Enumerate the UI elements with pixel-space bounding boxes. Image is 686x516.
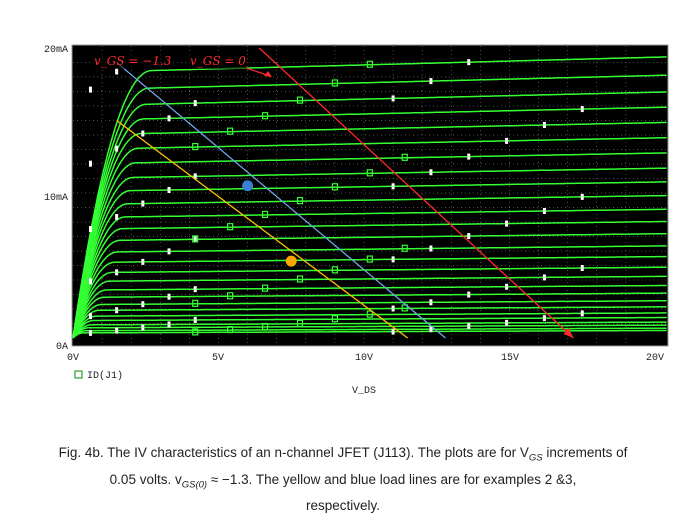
curve-marker: [89, 226, 92, 232]
curve-marker: [505, 138, 508, 144]
curve-marker: [168, 248, 171, 254]
curve-marker: [89, 87, 92, 93]
curve-marker: [115, 307, 118, 313]
curve-marker: [392, 256, 395, 262]
curve-marker: [115, 269, 118, 275]
curve-marker: [543, 315, 546, 321]
caption-subscript: GS: [528, 452, 543, 464]
legend-label: ID(J1): [87, 371, 124, 382]
curve-marker: [194, 100, 197, 106]
curve-marker: [429, 169, 432, 175]
curve-marker: [392, 183, 395, 189]
caption-text: increments of: [542, 445, 628, 460]
caption-line-1: [20, 442, 666, 469]
curve-marker: [505, 221, 508, 227]
curve-marker: [467, 233, 470, 239]
y-tick-label: 10mA: [43, 193, 68, 204]
curve-marker: [89, 330, 92, 336]
curve-marker: [115, 328, 118, 334]
caption-text: Fig. 4b. The IV characteristics of an n-channel JFET (J113). The plots are for V: [58, 445, 529, 460]
curve-marker: [115, 68, 118, 74]
curve-marker: [115, 146, 118, 152]
curve-marker: [581, 265, 584, 271]
x-tick-label: 20V: [645, 353, 665, 364]
curve-marker: [581, 194, 584, 200]
x-axis-label: V_DS: [351, 386, 377, 397]
curve-marker: [543, 122, 546, 128]
x-tick-label: 5V: [211, 353, 225, 364]
curve-marker: [543, 208, 546, 214]
curve-marker: [141, 131, 144, 137]
curve-marker: [141, 259, 144, 265]
operating-point: [286, 256, 297, 267]
caption-line-2: [20, 469, 666, 496]
caption-line-3: respectively.: [305, 498, 381, 514]
curve-marker: [168, 115, 171, 121]
annotation-vgs-zero: v_GS = 0: [190, 54, 246, 68]
curve-marker: [141, 325, 144, 331]
curve-marker: [543, 274, 546, 280]
curve-marker: [89, 278, 92, 284]
curve-marker: [581, 106, 584, 112]
curve-marker: [429, 78, 432, 84]
caption-text: ≈ −1.3. The yellow and blue load lines are for examples 2 &3,: [207, 471, 577, 487]
curve-marker: [168, 321, 171, 327]
curve-marker: [89, 313, 92, 319]
curve-marker: [429, 299, 432, 305]
y-tick-label: 20mA: [43, 45, 68, 56]
curve-marker: [581, 310, 584, 316]
curve-marker: [429, 245, 432, 251]
curve-marker: [141, 301, 144, 307]
curve-marker: [194, 286, 197, 292]
curve-marker: [467, 292, 470, 298]
curve-marker: [392, 305, 395, 311]
curve-marker: [194, 317, 197, 323]
curve-marker: [392, 95, 395, 101]
curve-marker: [392, 329, 395, 335]
y-tick-label: 0A: [55, 342, 68, 353]
curve-marker: [168, 187, 171, 193]
curve-marker: [467, 59, 470, 65]
x-tick-label: 15V: [500, 353, 520, 364]
x-tick-label: 0V: [66, 353, 80, 364]
annotation-vgs-min: v_GS = −1.3: [94, 54, 172, 68]
curve-marker: [141, 201, 144, 207]
curve-marker: [89, 161, 92, 167]
curve-marker: [505, 320, 508, 326]
curve-marker: [115, 214, 118, 220]
caption-subscript: GS(0): [181, 479, 208, 491]
caption-text: 0.05 volts. v: [109, 471, 182, 487]
curve-marker: [467, 323, 470, 329]
curve-marker: [168, 294, 171, 300]
operating-point: [242, 180, 253, 191]
curve-marker: [467, 154, 470, 160]
curve-marker: [505, 284, 508, 290]
x-tick-label: 10V: [354, 353, 374, 364]
